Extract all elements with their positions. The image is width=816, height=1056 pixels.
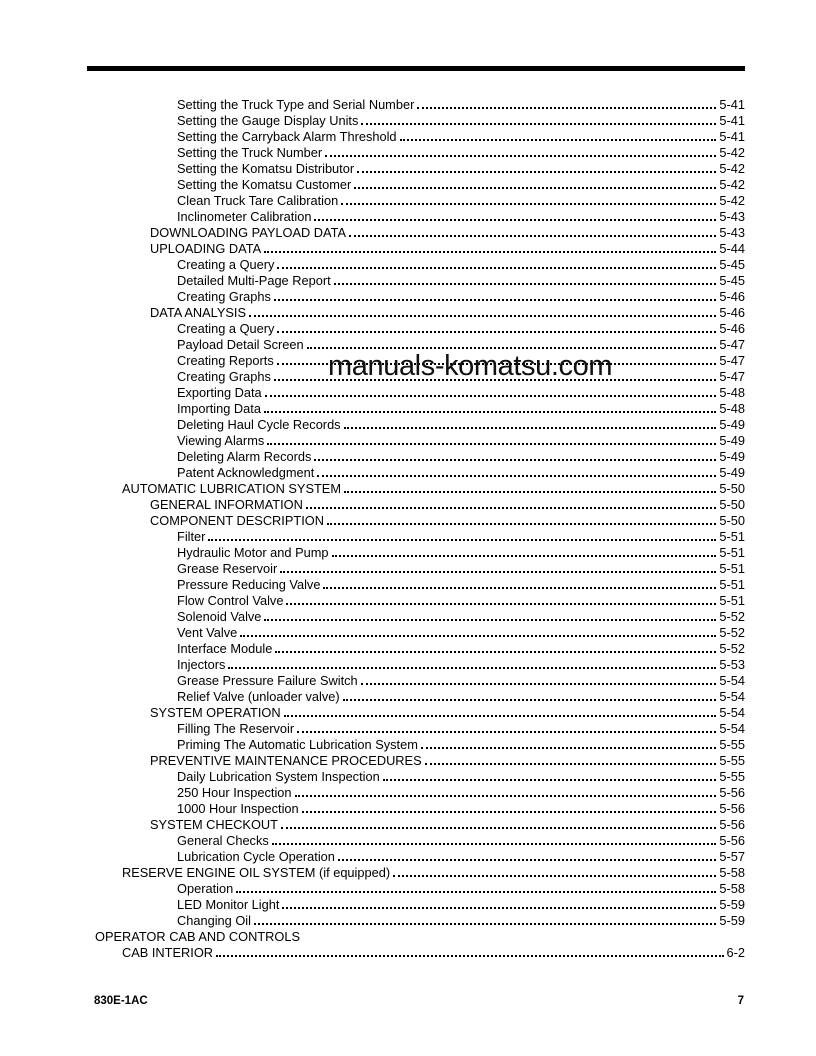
toc-entry-page: 5-41 <box>719 129 745 144</box>
toc-entry <box>95 257 745 273</box>
toc-entry-label: Operation <box>177 881 234 896</box>
footer-page-number: 7 <box>737 995 744 1007</box>
toc-leader <box>277 267 716 269</box>
toc-entry-page: 5-43 <box>719 209 745 224</box>
toc-leader <box>272 843 717 845</box>
toc-entry-page: 5-45 <box>719 257 745 272</box>
toc-entry-label: Creating Graphs <box>177 369 271 384</box>
toc-entry-page: 5-47 <box>719 369 745 384</box>
toc-entry <box>95 449 745 465</box>
toc-leader <box>323 587 716 589</box>
toc-entry-label: Solenoid Valve <box>177 609 262 624</box>
toc-entry-page: 5-47 <box>719 353 745 368</box>
toc-entry-page: 5-51 <box>719 577 745 592</box>
toc-entry <box>95 673 745 689</box>
toc-leader <box>208 539 716 541</box>
toc-entry-label: Priming The Automatic Lubrication System <box>177 737 418 752</box>
toc-leader <box>282 907 716 909</box>
toc-entry-page: 5-59 <box>719 913 745 928</box>
toc-entry <box>95 577 745 593</box>
toc-entry-label: Filling The Reservoir <box>177 721 295 736</box>
toc-leader <box>216 955 723 957</box>
toc-entry <box>95 465 745 481</box>
toc-entry-page: 5-44 <box>719 241 745 256</box>
toc-leader <box>361 123 716 125</box>
toc-entry-page: 5-54 <box>719 721 745 736</box>
toc-entry-page: 5-46 <box>719 321 745 336</box>
toc-entry <box>95 145 745 161</box>
toc-entry <box>95 929 745 945</box>
toc-entry-label: Flow Control Valve <box>177 593 284 608</box>
toc-leader <box>236 891 716 893</box>
toc-leader <box>317 475 716 477</box>
toc-leader <box>383 779 717 781</box>
toc-entry-label: Relief Valve (unloader valve) <box>177 689 340 704</box>
toc-leader <box>306 507 717 509</box>
toc-entry-page: 5-52 <box>719 609 745 624</box>
toc-entry-label: LED Monitor Light <box>177 897 280 912</box>
watermark-text: manuals-komatsu.com <box>328 350 613 382</box>
toc-leader <box>286 603 716 605</box>
toc-leader <box>334 283 717 285</box>
toc-entry-page: 5-58 <box>719 881 745 896</box>
toc-entry-label: 1000 Hour Inspection <box>177 801 299 816</box>
toc-entry <box>95 849 745 865</box>
toc-entry-label: Detailed Multi-Page Report <box>177 273 331 288</box>
footer-model-number: 830E-1AC <box>94 995 148 1007</box>
toc-entry-page: 5-54 <box>719 689 745 704</box>
toc-entry <box>95 529 745 545</box>
toc-entry <box>95 321 745 337</box>
toc-entry-label: RESERVE ENGINE OIL SYSTEM (if equipped) <box>122 865 391 880</box>
toc-entry <box>95 241 745 257</box>
toc-leader <box>314 219 716 221</box>
toc-entry-page: 5-56 <box>719 785 745 800</box>
toc-leader <box>425 763 717 765</box>
toc-entry <box>95 161 745 177</box>
toc-leader <box>267 443 716 445</box>
toc-entry <box>95 113 745 129</box>
toc-entry-page: 5-50 <box>719 513 745 528</box>
toc-entry <box>95 897 745 913</box>
toc-entry-label: Vent Valve <box>177 625 238 640</box>
toc-entry-page: 6-2 <box>726 945 745 960</box>
toc-entry <box>95 225 745 241</box>
toc-entry-label: COMPONENT DESCRIPTION <box>150 513 324 528</box>
toc-entry-page: 5-53 <box>719 657 745 672</box>
toc-entry-label: AUTOMATIC LUBRICATION SYSTEM <box>122 481 341 496</box>
toc-entry-label: Daily Lubrication System Inspection <box>177 769 380 784</box>
toc-leader <box>344 427 717 429</box>
toc-entry-label: General Checks <box>177 833 269 848</box>
toc-entry <box>95 193 745 209</box>
toc-entry <box>95 305 745 321</box>
toc-leader <box>264 619 716 621</box>
toc-entry-page: 5-56 <box>719 817 745 832</box>
toc-entry-label: Hydraulic Motor and Pump <box>177 545 329 560</box>
toc-entry-label: 250 Hour Inspection <box>177 785 292 800</box>
toc-entry <box>95 337 745 353</box>
toc-entry <box>95 817 745 833</box>
toc-leader <box>280 571 716 573</box>
toc-entry <box>95 561 745 577</box>
toc-leader <box>264 251 716 253</box>
toc-entry-label: Deleting Haul Cycle Records <box>177 417 341 432</box>
toc-leader <box>295 795 717 797</box>
toc-leader <box>281 827 716 829</box>
toc-entry-page: 5-51 <box>719 561 745 576</box>
toc-entry-page: 5-49 <box>719 433 745 448</box>
toc-entry-page: 5-42 <box>719 177 745 192</box>
toc-leader <box>332 555 717 557</box>
toc-entry <box>95 865 745 881</box>
toc-entry-label: Clean Truck Tare Calibration <box>177 193 339 208</box>
toc-entry <box>95 385 745 401</box>
toc-entry <box>95 753 745 769</box>
toc-entry-page: 5-48 <box>719 401 745 416</box>
toc-entry <box>95 689 745 705</box>
toc-leader <box>341 203 716 205</box>
toc-entry-label: Setting the Komatsu Distributor <box>177 161 355 176</box>
toc-entry-label: Exporting Data <box>177 385 262 400</box>
toc-leader <box>421 747 716 749</box>
toc-leader <box>349 235 716 237</box>
toc-leader <box>361 683 717 685</box>
toc-entry-page: 5-52 <box>719 625 745 640</box>
toc-entry-label: Setting the Carryback Alarm Threshold <box>177 129 397 144</box>
toc-entry-page: 5-52 <box>719 641 745 656</box>
toc-entry-page: 5-42 <box>719 161 745 176</box>
toc-entry-label: CAB INTERIOR <box>122 945 214 960</box>
toc-entry-page: 5-47 <box>719 337 745 352</box>
toc-entry-label: OPERATOR CAB AND CONTROLS <box>95 929 301 944</box>
toc-entry <box>95 433 745 449</box>
toc-entry-label: Setting the Truck Number <box>177 145 323 160</box>
toc-entry-page: 5-55 <box>719 753 745 768</box>
toc-entry-label: DATA ANALYSIS <box>150 305 247 320</box>
toc-entry-page: 5-51 <box>719 545 745 560</box>
toc-entry <box>95 289 745 305</box>
toc-entry-label: Interface Module <box>177 641 273 656</box>
toc-leader <box>417 107 716 109</box>
toc-entry-label: Deleting Alarm Records <box>177 449 312 464</box>
toc-entry-page: 5-56 <box>719 801 745 816</box>
toc-entry-label: Grease Reservoir <box>177 561 278 576</box>
toc-entry <box>95 641 745 657</box>
toc-entry <box>95 177 745 193</box>
toc-entry <box>95 705 745 721</box>
toc-entry-label: Inclinometer Calibration <box>177 209 312 224</box>
toc-leader <box>343 699 717 701</box>
toc-entry <box>95 97 745 113</box>
toc-entry <box>95 209 745 225</box>
toc-entry <box>95 417 745 433</box>
toc-entry-page: 5-42 <box>719 145 745 160</box>
toc-entry <box>95 401 745 417</box>
toc-leader <box>307 347 717 349</box>
toc-entry-label: Creating Graphs <box>177 289 271 304</box>
toc-entry <box>95 833 745 849</box>
toc-entry-label: Viewing Alarms <box>177 433 265 448</box>
toc-leader <box>254 923 716 925</box>
toc-entry-page: 5-50 <box>719 481 745 496</box>
toc-entry-label: Setting the Truck Type and Serial Number <box>177 97 415 112</box>
toc-entry <box>95 737 745 753</box>
toc-leader <box>274 379 716 381</box>
toc-entry-label: Grease Pressure Failure Switch <box>177 673 358 688</box>
toc-entry-page: 5-59 <box>719 897 745 912</box>
toc-leader <box>344 491 716 493</box>
toc-entry <box>95 657 745 673</box>
toc-entry-page: 5-46 <box>719 289 745 304</box>
toc-entry <box>95 273 745 289</box>
toc-leader <box>264 411 716 413</box>
toc-entry-page: 5-41 <box>719 97 745 112</box>
toc-leader <box>249 315 716 317</box>
toc-entry-label: Changing Oil <box>177 913 251 928</box>
toc-entry-label: Creating a Query <box>177 321 275 336</box>
toc-leader <box>277 331 716 333</box>
toc-leader <box>400 139 717 141</box>
toc-entry-label: Importing Data <box>177 401 261 416</box>
toc-leader <box>265 395 717 397</box>
toc-leader <box>338 859 716 861</box>
toc-entry-label: Creating Reports <box>177 353 274 368</box>
toc-leader <box>302 811 717 813</box>
toc-entry <box>95 913 745 929</box>
header-rule <box>87 66 745 71</box>
toc-entry-page: 5-43 <box>719 225 745 240</box>
toc-entry-page: 5-56 <box>719 833 745 848</box>
toc-leader <box>325 155 716 157</box>
toc-entry <box>95 785 745 801</box>
toc-entry <box>95 945 745 961</box>
toc-entry <box>95 513 745 529</box>
toc-leader <box>297 731 716 733</box>
toc-entry-label: Lubrication Cycle Operation <box>177 849 335 864</box>
toc-entry-label: DOWNLOADING PAYLOAD DATA <box>150 225 347 240</box>
toc-entry-label: GENERAL INFORMATION <box>150 497 303 512</box>
toc-leader <box>284 715 717 717</box>
toc-entry-page: 5-45 <box>719 273 745 288</box>
toc-entry-label: UPLOADING DATA <box>150 241 262 256</box>
toc-entry <box>95 545 745 561</box>
toc-entry <box>95 801 745 817</box>
toc-entry-page: 5-50 <box>719 497 745 512</box>
toc-entry-page: 5-41 <box>719 113 745 128</box>
toc-leader <box>314 459 716 461</box>
toc-entry-page: 5-48 <box>719 385 745 400</box>
toc-entry <box>95 625 745 641</box>
toc-entry-label: Setting the Komatsu Customer <box>177 177 352 192</box>
toc-entry-page: 5-51 <box>719 593 745 608</box>
toc-entry-page: 5-55 <box>719 769 745 784</box>
toc-entry-page: 5-54 <box>719 673 745 688</box>
toc-entry-page: 5-49 <box>719 465 745 480</box>
toc-entry-label: Filter <box>177 529 206 544</box>
toc-entry-page: 5-46 <box>719 305 745 320</box>
toc-leader <box>274 299 716 301</box>
toc-list <box>95 97 745 961</box>
toc-leader <box>327 523 716 525</box>
toc-entry <box>95 721 745 737</box>
toc-leader <box>277 363 717 365</box>
toc-entry-label: SYSTEM OPERATION <box>150 705 281 720</box>
toc-entry <box>95 881 745 897</box>
toc-entry-label: Payload Detail Screen <box>177 337 304 352</box>
toc-entry-page: 5-49 <box>719 449 745 464</box>
toc-leader <box>354 187 716 189</box>
toc-entry-page: 5-42 <box>719 193 745 208</box>
toc-leader <box>357 171 716 173</box>
toc-entry-label: Injectors <box>177 657 226 672</box>
toc-entry <box>95 609 745 625</box>
toc-entry <box>95 369 745 385</box>
toc-entry <box>95 593 745 609</box>
toc-entry-label: Pressure Reducing Valve <box>177 577 321 592</box>
toc-entry-page: 5-49 <box>719 417 745 432</box>
toc-entry <box>95 129 745 145</box>
toc-leader <box>240 635 716 637</box>
toc-entry-label: Creating a Query <box>177 257 275 272</box>
toc-entry <box>95 481 745 497</box>
toc-leader <box>393 875 716 877</box>
toc-entry-page: 5-58 <box>719 865 745 880</box>
toc-entry-page: 5-51 <box>719 529 745 544</box>
toc-entry <box>95 769 745 785</box>
toc-entry-label: Patent Acknowledgment <box>177 465 315 480</box>
toc-entry-page: 5-57 <box>719 849 745 864</box>
toc-leader <box>228 667 716 669</box>
toc-entry-page: 5-54 <box>719 705 745 720</box>
toc-entry-label: PREVENTIVE MAINTENANCE PROCEDURES <box>150 753 422 768</box>
toc-entry <box>95 497 745 513</box>
toc-leader <box>275 651 716 653</box>
toc-entry-page: 5-55 <box>719 737 745 752</box>
toc-entry-label: SYSTEM CHECKOUT <box>150 817 278 832</box>
toc-entry-label: Setting the Gauge Display Units <box>177 113 359 128</box>
toc-entry <box>95 353 745 369</box>
